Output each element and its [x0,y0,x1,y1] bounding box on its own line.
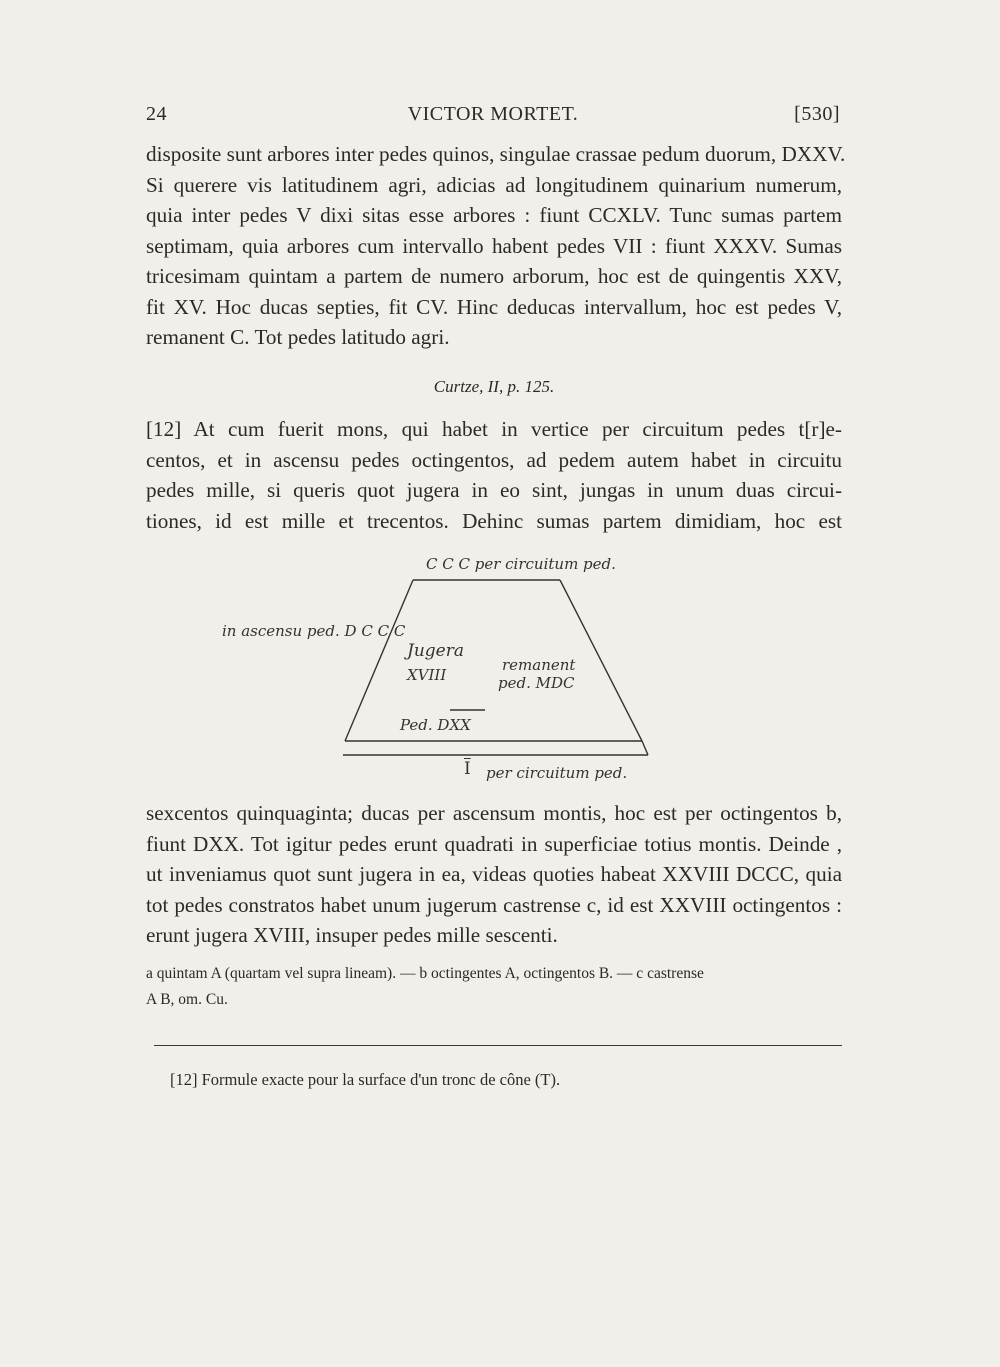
diagram-bottom-label: per circuitum ped. [486,764,628,782]
bracket-page-number: [530] [794,103,840,125]
text-line: sexcentos quinquaginta; ducas per ascensum montis, hoc est per octingentos b, [146,801,842,825]
footnotes [146,961,842,1013]
diagram-jugera-value: XVIII [407,666,447,684]
text-line: Si querere vis latitudinem agri, adicias ad longitudinem quinarium numerum, [146,172,842,197]
footnote-line: a quintam A (quartam vel supra lineam). — b octingentes A, octingentos B. — c castrense [146,965,704,982]
diagram-ped-label: Ped. DXX [400,716,471,734]
footnote-divider [154,1045,842,1046]
diagram-bottom-mark: $\overline{I}$ [464,759,471,779]
running-header [146,103,840,133]
text-line: tot pedes constratos habet unum jugerum castrense c, id est XXVIII octingentos : [146,892,842,917]
paragraph-2 [146,414,842,536]
source-reference: Curtze, II, p. 125. [433,377,555,396]
text-line: remanent C. Tot pedes latitudo agri. [146,325,450,349]
text-line: quia inter pedes V dixi sitas esse arbores : fiunt CCXLV. Tunc sumas partem [146,203,842,227]
text-line: fit XV. Hoc ducas septies, fit CV. Hinc deducas intervallum, hoc est pedes V, [146,294,842,319]
paragraph-3 [146,798,842,951]
text-line: tiones, id est mille et trecentos. Dehinc sumas partem dimidiam, hoc est [146,508,842,533]
text-line: pedes mille, si queris quot jugera in eo sint, jungas in unum duas circui- [146,478,842,502]
diagram-remanent-label: remanent [502,656,576,674]
text-line: septimam, quia arbores cum intervallo habent pedes VII : fiunt XXXV. Sumas [146,233,842,258]
diagram-top-label: C C C per circuitum ped. [426,555,616,573]
text-line: disposite sunt arbores inter pedes quinos, singulae crassae pedum duorum, DXXV. [146,142,846,166]
paragraph-1 [146,139,846,353]
footnote-line: A B, om. Cu. [146,991,228,1008]
running-title: VICTOR MORTET. [407,103,579,125]
text-line: erunt jugera XVIII, insuper pedes mille sescenti. [146,923,558,947]
text-line: centos, et in ascensu pedes octingentos, ad pedem autem habet in circuitu [146,447,842,472]
base-corner-tick [642,741,648,755]
text-line: tricesimam quintam a partem de numero arborum, hoc est de quingentis XXV, [146,264,842,288]
diagram-jugera-label: Jugera [407,641,464,661]
page-number: 24 [146,103,167,125]
text-line: ut inveniamus quot sunt jugera in ea, videas quoties habeat XXVIII DCCC, quia [146,862,842,886]
diagram-remanent-value: ped. MDC [498,674,575,692]
text-line: [12] At cum fuerit mons, qui habet in vertice per circuitum pedes t[r]e- [146,417,842,441]
text-line: fiunt DXX. Tot igitur pedes erunt quadrati in superficiae totius montis. Deinde , [146,831,842,856]
frustum-diagram [210,553,670,788]
editor-note: [12] Formule exacte pour la surface d'un tronc de cône (T). [170,1070,561,1089]
diagram-ascent-label: in ascensu ped. D C C C [222,622,406,640]
